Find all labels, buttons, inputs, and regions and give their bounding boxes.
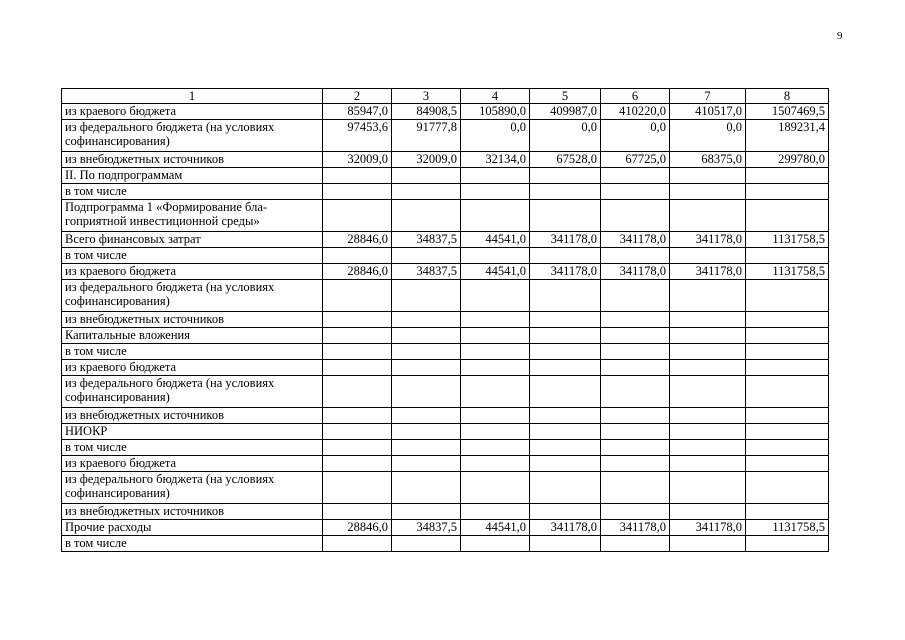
value-cell: 34837,5	[392, 520, 461, 536]
value-cell: 0,0	[530, 120, 601, 152]
row-label: Прочие расходы	[62, 520, 323, 536]
row-label: из краевого бюджета	[62, 456, 323, 472]
value-cell	[530, 408, 601, 424]
value-cell	[323, 344, 392, 360]
value-cell	[670, 344, 746, 360]
value-cell	[601, 424, 670, 440]
value-cell: 105890,0	[461, 104, 530, 120]
value-cell	[392, 184, 461, 200]
table-row	[62, 536, 829, 552]
table-row	[62, 248, 829, 264]
value-cell	[392, 376, 461, 408]
table-row	[62, 120, 829, 152]
value-cell	[670, 424, 746, 440]
value-cell	[670, 328, 746, 344]
row-label: в том числе	[62, 344, 323, 360]
value-cell	[670, 168, 746, 184]
column-header: 1	[62, 89, 323, 104]
value-cell: 68375,0	[670, 152, 746, 168]
table-body	[62, 104, 829, 552]
value-cell	[746, 504, 829, 520]
value-cell: 341178,0	[670, 520, 746, 536]
value-cell	[746, 312, 829, 328]
row-label: в том числе	[62, 536, 323, 552]
value-cell: 32009,0	[323, 152, 392, 168]
value-cell: 409987,0	[530, 104, 601, 120]
value-cell	[601, 408, 670, 424]
table-row	[62, 152, 829, 168]
value-cell	[746, 440, 829, 456]
value-cell	[461, 456, 530, 472]
value-cell	[323, 184, 392, 200]
value-cell	[392, 344, 461, 360]
value-cell: 84908,5	[392, 104, 461, 120]
value-cell: 0,0	[670, 120, 746, 152]
value-cell: 341178,0	[601, 232, 670, 248]
table-row	[62, 440, 829, 456]
value-cell: 341178,0	[601, 264, 670, 280]
table-row	[62, 472, 829, 504]
value-cell	[323, 440, 392, 456]
value-cell	[392, 440, 461, 456]
value-cell	[746, 408, 829, 424]
value-cell	[601, 184, 670, 200]
value-cell	[670, 312, 746, 328]
value-cell	[670, 360, 746, 376]
value-cell: 1131758,5	[746, 232, 829, 248]
table-row	[62, 232, 829, 248]
value-cell: 341178,0	[670, 232, 746, 248]
value-cell	[746, 360, 829, 376]
value-cell	[670, 536, 746, 552]
row-label: из федерального бюджета (на условиях софинансирования)	[62, 280, 323, 312]
value-cell: 32134,0	[461, 152, 530, 168]
column-header: 7	[670, 89, 746, 104]
table-row	[62, 200, 829, 232]
value-cell	[461, 376, 530, 408]
column-header: 3	[392, 89, 461, 104]
value-cell	[461, 344, 530, 360]
value-cell	[601, 168, 670, 184]
value-cell	[601, 504, 670, 520]
table-row	[62, 360, 829, 376]
row-label: из краевого бюджета	[62, 360, 323, 376]
value-cell: 28846,0	[323, 520, 392, 536]
table-row	[62, 344, 829, 360]
table-row	[62, 280, 829, 312]
value-cell: 410517,0	[670, 104, 746, 120]
value-cell: 28846,0	[323, 264, 392, 280]
value-cell	[670, 504, 746, 520]
value-cell	[601, 200, 670, 232]
row-label: из федерального бюджета (на условиях софинансирования)	[62, 376, 323, 408]
value-cell	[530, 536, 601, 552]
value-cell: 0,0	[461, 120, 530, 152]
value-cell	[323, 312, 392, 328]
value-cell	[601, 536, 670, 552]
value-cell	[530, 360, 601, 376]
value-cell: 341178,0	[670, 264, 746, 280]
row-label: Подпрограмма 1 «Формирование бла-гоприятной инвестиционной среды»	[62, 200, 323, 232]
table-row	[62, 184, 829, 200]
value-cell	[461, 504, 530, 520]
value-cell	[461, 536, 530, 552]
value-cell	[461, 280, 530, 312]
table-row	[62, 456, 829, 472]
value-cell	[670, 248, 746, 264]
value-cell	[392, 504, 461, 520]
value-cell: 1131758,5	[746, 520, 829, 536]
table-row	[62, 408, 829, 424]
row-label: НИОКР	[62, 424, 323, 440]
value-cell: 1131758,5	[746, 264, 829, 280]
value-cell	[392, 408, 461, 424]
row-label: Капитальные вложения	[62, 328, 323, 344]
value-cell	[323, 376, 392, 408]
value-cell: 28846,0	[323, 232, 392, 248]
value-cell	[323, 536, 392, 552]
value-cell: 1507469,5	[746, 104, 829, 120]
value-cell	[323, 248, 392, 264]
value-cell: 67528,0	[530, 152, 601, 168]
value-cell	[746, 184, 829, 200]
value-cell	[601, 360, 670, 376]
value-cell	[323, 200, 392, 232]
value-cell	[530, 472, 601, 504]
value-cell	[530, 504, 601, 520]
value-cell	[530, 280, 601, 312]
row-label: из внебюджетных источников	[62, 504, 323, 520]
table-row	[62, 168, 829, 184]
column-header: 6	[601, 89, 670, 104]
table-row	[62, 264, 829, 280]
value-cell: 44541,0	[461, 232, 530, 248]
value-cell	[392, 328, 461, 344]
value-cell	[392, 248, 461, 264]
value-cell	[746, 424, 829, 440]
value-cell	[392, 424, 461, 440]
value-cell: 410220,0	[601, 104, 670, 120]
row-label: из федерального бюджета (на условиях софинансирования)	[62, 120, 323, 152]
value-cell	[323, 408, 392, 424]
value-cell	[323, 280, 392, 312]
row-label: в том числе	[62, 184, 323, 200]
value-cell: 44541,0	[461, 520, 530, 536]
value-cell	[392, 200, 461, 232]
column-header: 5	[530, 89, 601, 104]
value-cell	[746, 168, 829, 184]
value-cell	[530, 424, 601, 440]
value-cell	[461, 472, 530, 504]
table-row	[62, 104, 829, 120]
row-label: из краевого бюджета	[62, 104, 323, 120]
row-label: из федерального бюджета (на условиях софинансирования)	[62, 472, 323, 504]
value-cell	[461, 408, 530, 424]
value-cell: 341178,0	[530, 520, 601, 536]
value-cell	[601, 376, 670, 408]
value-cell	[670, 280, 746, 312]
value-cell	[746, 200, 829, 232]
value-cell	[323, 456, 392, 472]
value-cell: 67725,0	[601, 152, 670, 168]
value-cell	[670, 184, 746, 200]
financing-table	[61, 88, 829, 552]
table-row	[62, 328, 829, 344]
value-cell	[601, 280, 670, 312]
value-cell	[670, 376, 746, 408]
value-cell	[530, 328, 601, 344]
row-label: в том числе	[62, 440, 323, 456]
value-cell	[461, 328, 530, 344]
value-cell: 299780,0	[746, 152, 829, 168]
value-cell	[746, 248, 829, 264]
value-cell	[323, 504, 392, 520]
row-label: из внебюджетных источников	[62, 408, 323, 424]
value-cell	[530, 184, 601, 200]
value-cell: 341178,0	[530, 232, 601, 248]
value-cell	[392, 360, 461, 376]
value-cell	[746, 472, 829, 504]
header-row	[62, 89, 829, 104]
value-cell	[392, 168, 461, 184]
value-cell	[461, 248, 530, 264]
column-header: 8	[746, 89, 829, 104]
value-cell	[323, 472, 392, 504]
value-cell	[461, 184, 530, 200]
table-row	[62, 424, 829, 440]
value-cell: 91777,8	[392, 120, 461, 152]
value-cell	[392, 312, 461, 328]
value-cell	[530, 200, 601, 232]
page-number: 9	[837, 30, 843, 42]
value-cell	[746, 456, 829, 472]
table-row	[62, 312, 829, 328]
row-label: Всего финансовых затрат	[62, 232, 323, 248]
value-cell	[746, 376, 829, 408]
value-cell	[601, 456, 670, 472]
value-cell	[670, 200, 746, 232]
value-cell: 85947,0	[323, 104, 392, 120]
value-cell	[746, 280, 829, 312]
value-cell	[670, 440, 746, 456]
value-cell: 44541,0	[461, 264, 530, 280]
value-cell	[530, 456, 601, 472]
value-cell: 34837,5	[392, 232, 461, 248]
value-cell	[530, 344, 601, 360]
value-cell	[746, 328, 829, 344]
value-cell	[461, 424, 530, 440]
value-cell	[323, 168, 392, 184]
value-cell: 97453,6	[323, 120, 392, 152]
value-cell	[670, 456, 746, 472]
value-cell	[392, 456, 461, 472]
value-cell	[392, 472, 461, 504]
value-cell: 0,0	[601, 120, 670, 152]
row-label: из краевого бюджета	[62, 264, 323, 280]
value-cell	[530, 312, 601, 328]
value-cell: 189231,4	[746, 120, 829, 152]
table-row	[62, 504, 829, 520]
value-cell	[601, 248, 670, 264]
value-cell	[746, 344, 829, 360]
value-cell: 34837,5	[392, 264, 461, 280]
value-cell	[670, 472, 746, 504]
value-cell	[530, 248, 601, 264]
value-cell	[392, 536, 461, 552]
value-cell	[323, 360, 392, 376]
value-cell	[601, 344, 670, 360]
value-cell	[530, 440, 601, 456]
value-cell	[461, 440, 530, 456]
column-header: 4	[461, 89, 530, 104]
value-cell	[461, 168, 530, 184]
column-header: 2	[323, 89, 392, 104]
value-cell	[461, 200, 530, 232]
table-row	[62, 520, 829, 536]
value-cell: 32009,0	[392, 152, 461, 168]
row-label: II. По подпрограммам	[62, 168, 323, 184]
value-cell	[601, 312, 670, 328]
row-label: в том числе	[62, 248, 323, 264]
value-cell	[461, 312, 530, 328]
value-cell: 341178,0	[530, 264, 601, 280]
row-label: из внебюджетных источников	[62, 152, 323, 168]
value-cell	[461, 360, 530, 376]
value-cell	[601, 472, 670, 504]
value-cell	[323, 328, 392, 344]
value-cell	[323, 424, 392, 440]
value-cell	[530, 376, 601, 408]
value-cell	[670, 408, 746, 424]
value-cell	[601, 328, 670, 344]
value-cell: 341178,0	[601, 520, 670, 536]
row-label: из внебюджетных источников	[62, 312, 323, 328]
value-cell	[601, 440, 670, 456]
table-row	[62, 376, 829, 408]
value-cell	[530, 168, 601, 184]
value-cell	[746, 536, 829, 552]
value-cell	[392, 280, 461, 312]
